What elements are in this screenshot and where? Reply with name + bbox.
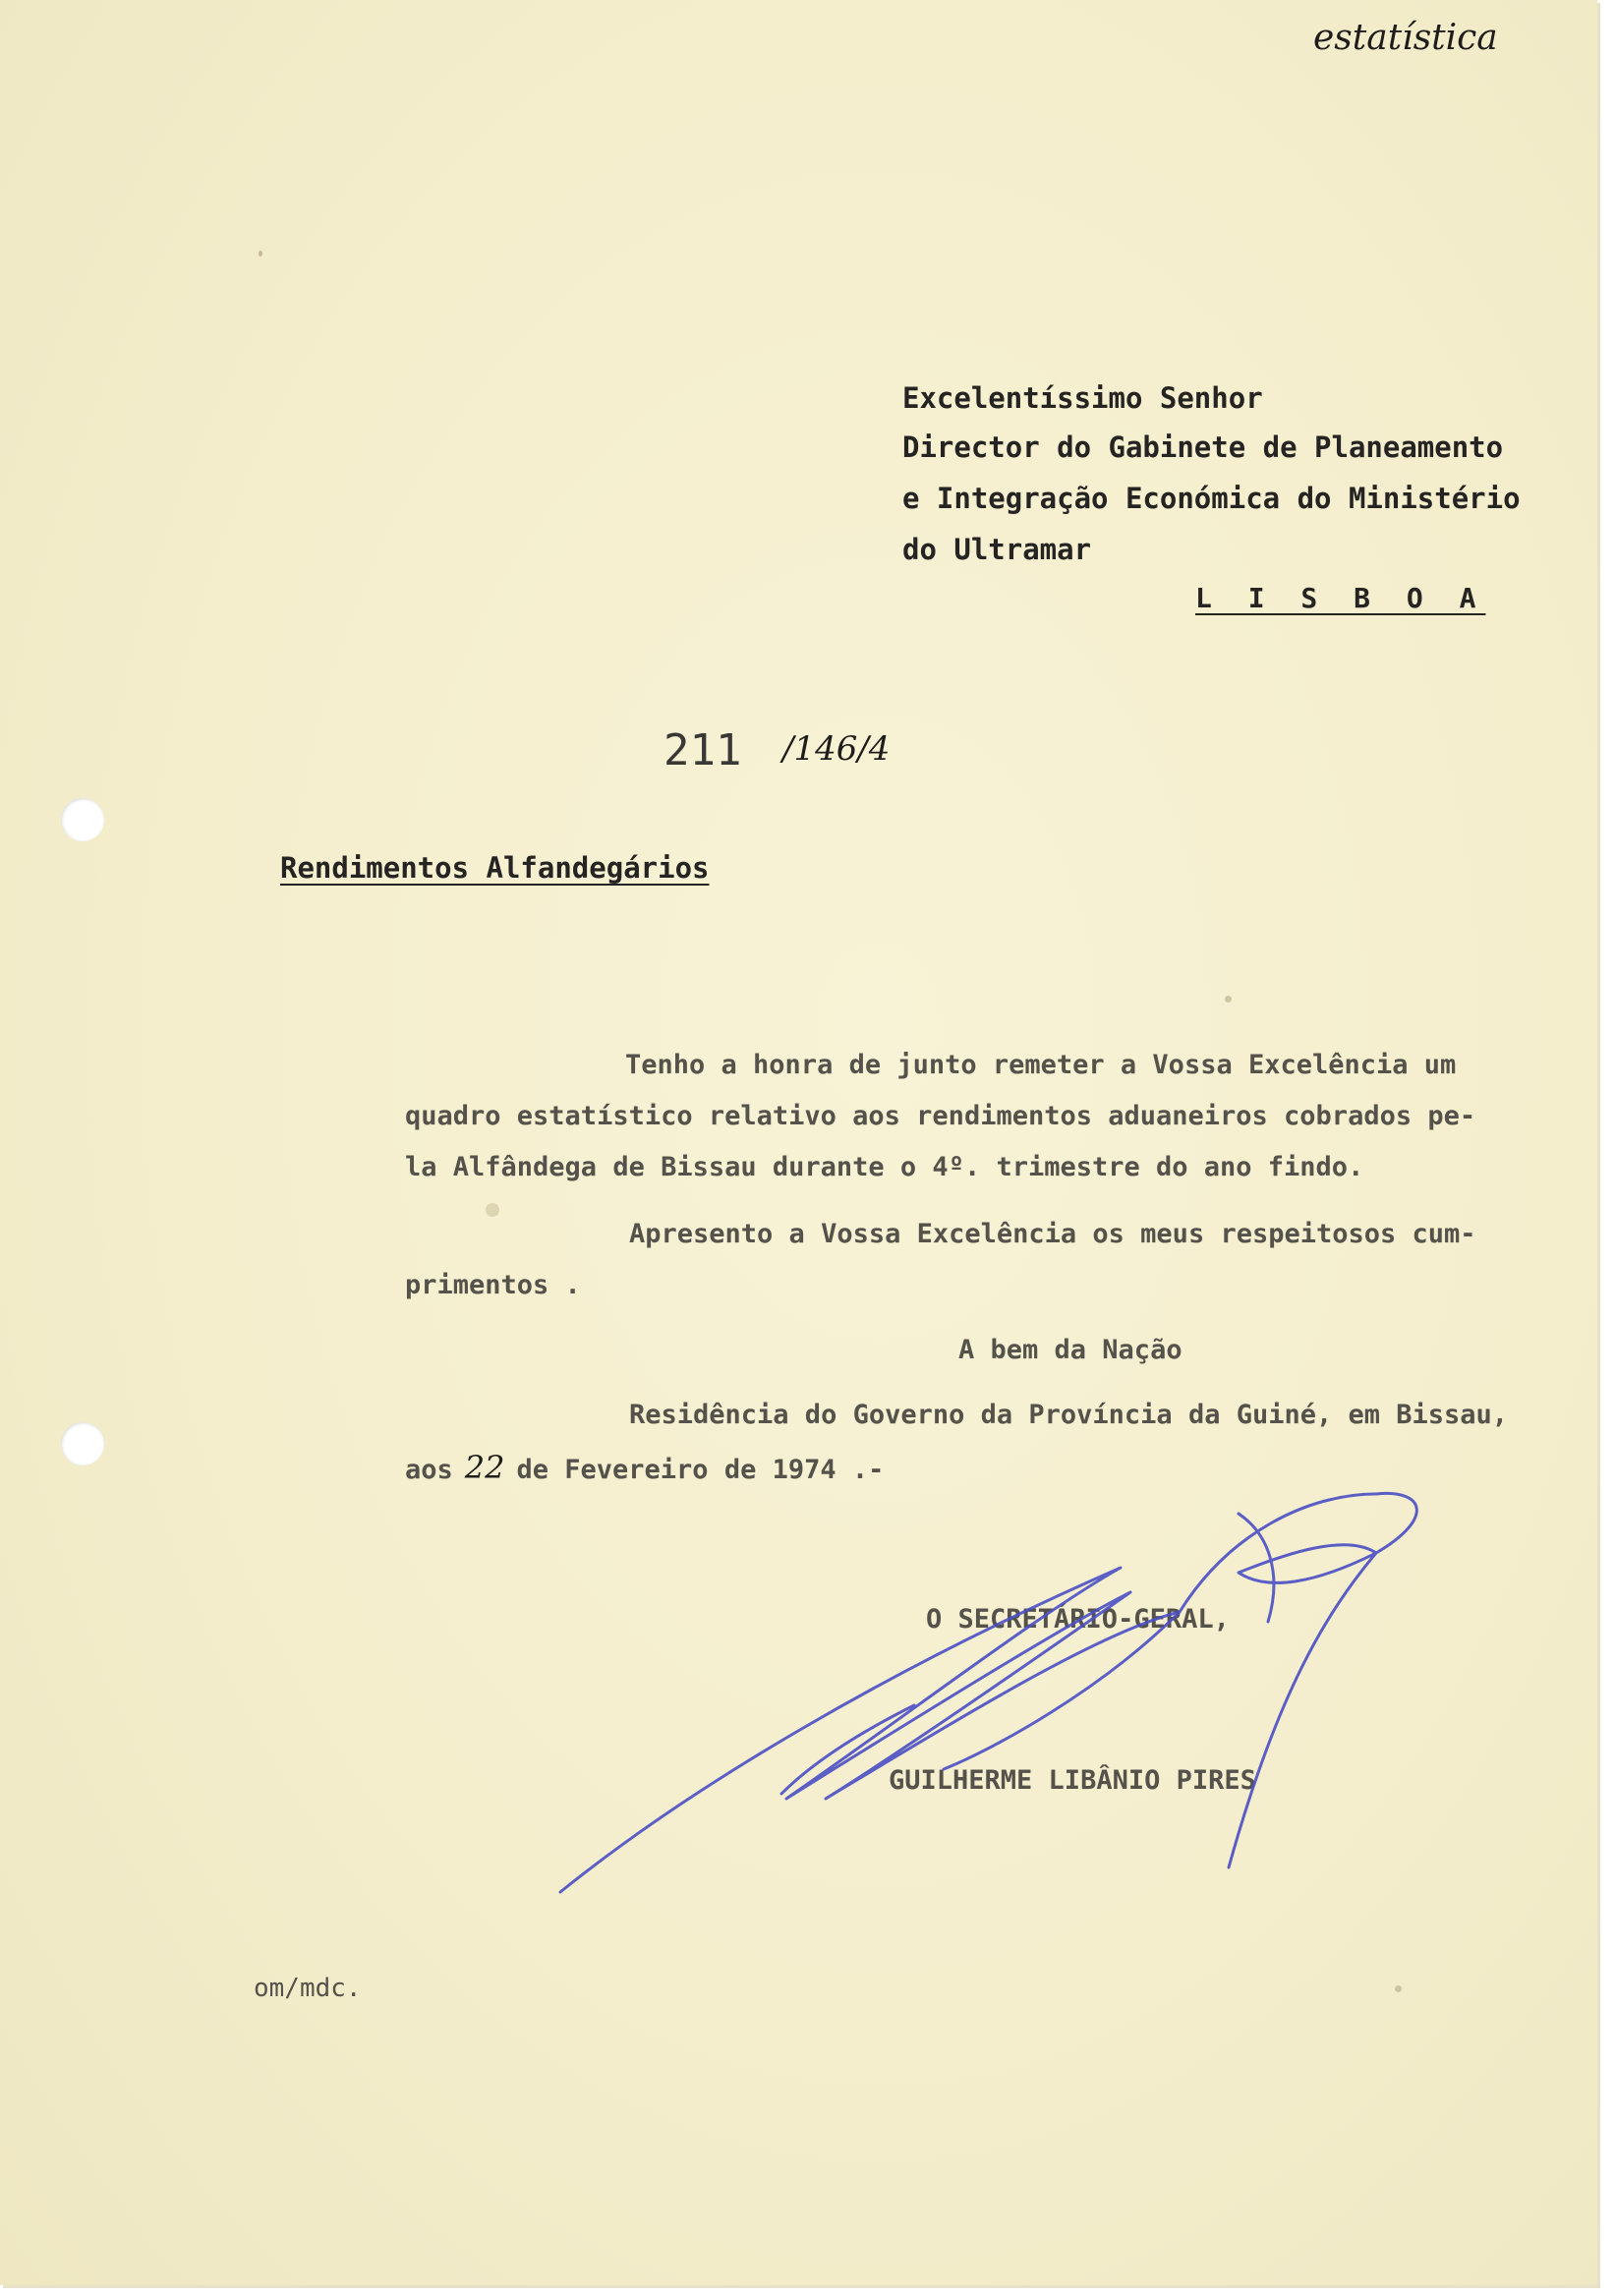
typist-initials: om/mdc.: [254, 1974, 362, 2003]
body-paragraph-1-line-2: quadro estatístico relativo aos rendimentos aduaneiros cobrados pe-: [405, 1101, 1476, 1131]
reference-handwritten-suffix: /146/4: [782, 729, 891, 769]
body-paragraph-1-line-3: la Alfândega de Bissau durante o 4º. trimestre do ano findo.: [405, 1152, 1364, 1182]
punch-hole-lower: [61, 1422, 104, 1465]
date-day-handwritten: 22: [464, 1449, 505, 1486]
date-suffix: de Fevereiro de 1974 .-: [516, 1455, 885, 1485]
addressee-line-3: e Integração Económica do Ministério: [902, 482, 1521, 515]
addressee-city: L I S B O A: [1195, 582, 1486, 614]
addressee-line-4: do Ultramar: [902, 533, 1092, 566]
reference-number: 211: [663, 725, 742, 775]
paper-stain: [1395, 1985, 1402, 1992]
body-paragraph-2-line-2: primentos .: [405, 1270, 581, 1300]
date-prefix: aos: [405, 1455, 453, 1485]
date-line: [405, 1449, 884, 1486]
handwritten-annotation: estatística: [1313, 18, 1498, 58]
paper-stain: [259, 251, 262, 257]
place-line: Residência do Governo da Província da Guiné, em Bissau,: [629, 1400, 1509, 1430]
addressee-line-1: Excelentíssimo Senhor: [902, 381, 1263, 415]
paper-stain: [1225, 996, 1232, 1003]
punch-hole-upper: [61, 798, 104, 841]
signatory-title: O SECRETÁRIO-GERAL,: [926, 1604, 1230, 1635]
paper-stain: [486, 1203, 499, 1217]
addressee-line-2: Director do Gabinete de Planeamento: [902, 430, 1504, 464]
signatory-name: GUILHERME LIBÂNIO PIRES: [889, 1765, 1256, 1796]
body-paragraph-2-line-1: Apresento a Vossa Excelência os meus respeitosos cum-: [629, 1219, 1476, 1249]
closing-salutation: A bem da Nação: [958, 1335, 1182, 1365]
body-paragraph-1-line-1: Tenho a honra de junto remeter a Vossa Excelência um: [625, 1050, 1457, 1080]
subject-heading: Rendimentos Alfandegários: [280, 851, 710, 885]
